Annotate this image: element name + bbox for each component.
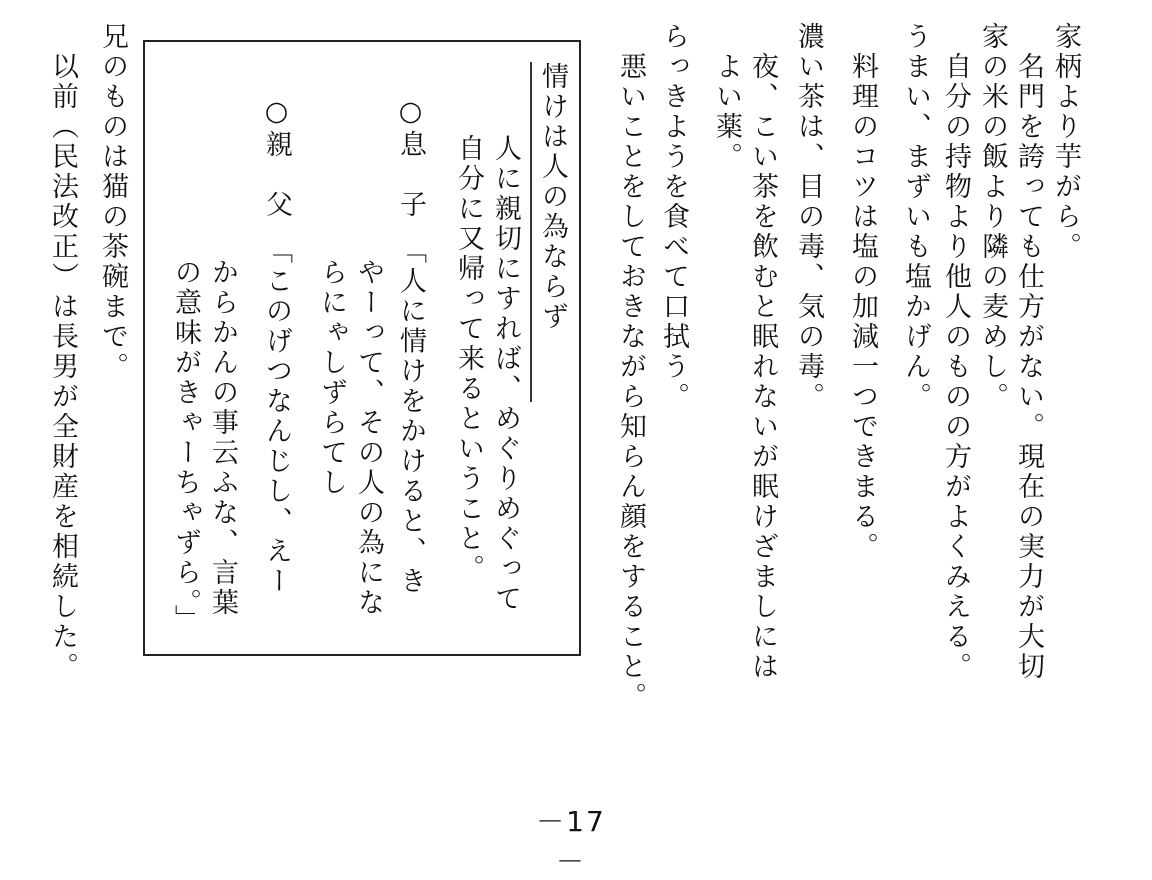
proverb-line: 兄のものは猫の茶碗まで。 [97,22,128,382]
proverb-line: 家の米の飯より隣の麦めし。 [977,22,1008,412]
proverb-line: 家柄より芋がら。 [1050,22,1081,262]
box-dialogue-line: やーって、その人の為にな [353,258,384,618]
box-dialogue-line: ○息 子 「人に情けをかけると、き [395,96,426,597]
box-dialogue-line: の意味がきゃーちゃずら。」 [170,258,201,635]
proverb-line: うまい、まずいも塩かげん。 [900,22,931,412]
proverb-explanation: 悪いことをしておきながら知らん顔をすること。 [615,22,646,712]
box-dialogue-line: からかんの事云ふな、言葉 [207,258,238,618]
proverb-line: らっきようを食べて口拭う。 [658,22,689,412]
box-dialogue-line: ○親 父 「このげつなんじし、えー [261,96,292,597]
proverb-explanation: よい薬。 [711,22,742,172]
box-line: 人に親切にすれば、めぐりめぐって [490,134,521,614]
proverb-explanation: 以前（民法改正）は長男が全財産を相続した。 [47,22,78,682]
box-dialogue-line: らにゃしずらてし [316,258,347,498]
proverb-explanation: 料理のコツは塩の加減一つできまる。 [847,22,878,562]
proverb-explanation: 自分の持物より他人のものの方がよくみえる。 [940,22,971,682]
proverb-line: 濃い茶は、目の毒、気の毒。 [793,22,824,412]
box-line: 自分に又帰って来るということ。 [453,134,484,584]
box-title-rule [530,62,532,402]
page-number: －17－ [536,805,606,878]
proverb-explanation: 夜、こい茶を飲むと眠れないが眠けざましには [747,22,778,682]
proverb-explanation: 名門を誇っても仕方がない。現在の実力が大切 [1013,22,1044,682]
box-title: 情けは人の為ならず [537,62,568,332]
